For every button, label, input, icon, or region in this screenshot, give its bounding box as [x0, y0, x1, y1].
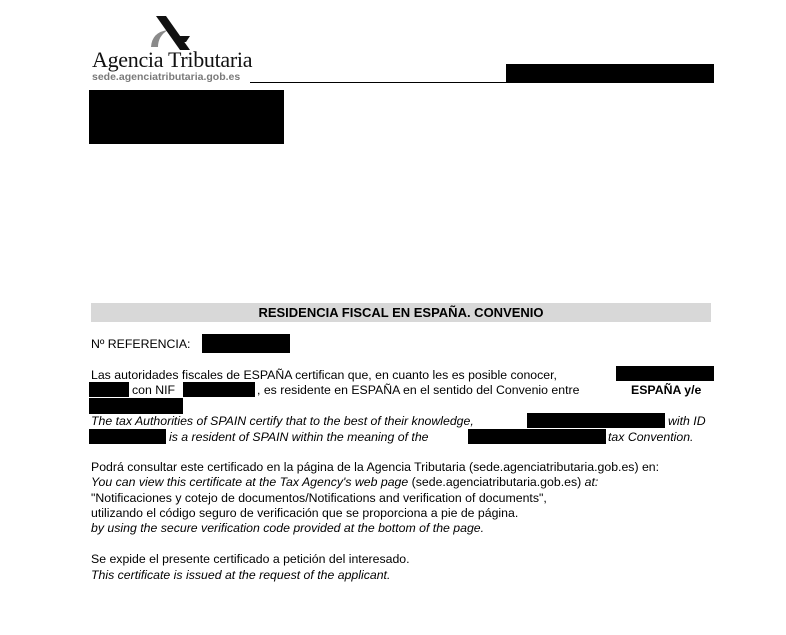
redacted-name — [616, 366, 714, 381]
redacted-reference — [202, 334, 290, 353]
verification-en-line2: by using the secure verification code provided at the bottom of the page. — [91, 521, 485, 535]
verification-menu-path: "Notificaciones y cotejo de documentos/Notifications and verification of documents", — [91, 491, 547, 505]
certification-en-line1: The tax Authorities of SPAIN certify that to the best of their knowledge, — [91, 414, 474, 428]
agency-url: sede.agenciatributaria.gob.es — [92, 71, 241, 83]
certification-es-line1: Las autoridades fiscales de ESPAÑA certifican que, en cuanto les es posible conocer, — [91, 368, 557, 382]
resident-text-es: , es residente en ESPAÑA en el sentido del Convenio entre — [257, 383, 580, 397]
redacted-name — [89, 382, 129, 397]
document-title-bar — [91, 303, 711, 322]
verification-es-line1: Podrá consultar este certificado en la página de la Agencia Tributaria (sede.agenciatributaria.gob.es) en: — [91, 460, 660, 474]
reference-label: Nº REFERENCIA: — [91, 337, 191, 351]
convention-parties: ESPAÑA y/e — [631, 383, 702, 397]
redacted-nif — [183, 382, 255, 397]
redacted-block — [89, 90, 284, 144]
redacted-id — [89, 429, 166, 444]
redacted-block — [506, 64, 714, 83]
redacted-country — [89, 398, 183, 414]
resident-text-en: is a resident of SPAIN within the meaning of the — [169, 430, 429, 444]
verification-en-line1: You can view this certificate at the Tax Agency's web page (sede.agenciatributaria.gob.es) at: — [91, 475, 599, 489]
with-id-label: with ID — [668, 414, 706, 428]
document-title: RESIDENCIA FISCAL EN ESPAÑA. CONVENIO — [258, 305, 544, 320]
issuance-es: Se expide el presente certificado a petición del interesado. — [91, 552, 410, 566]
issuance-en: This certificate is issued at the request of the applicant. — [91, 568, 391, 582]
agency-name: Agencia Tributaria — [92, 47, 253, 72]
nif-label: con NIF — [132, 383, 176, 397]
verification-es-line2: utilizando el código seguro de verificación que se proporciona a pie de página. — [91, 506, 519, 520]
redacted-name — [527, 413, 665, 428]
tax-convention-text: tax Convention. — [608, 430, 694, 444]
redacted-country — [468, 429, 606, 444]
